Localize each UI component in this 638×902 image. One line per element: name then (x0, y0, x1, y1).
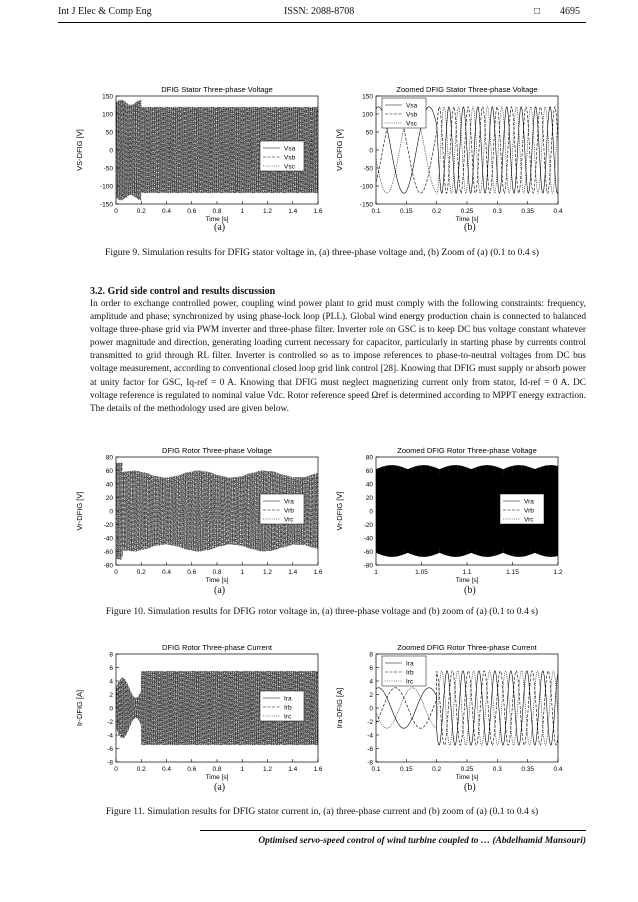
x-tick-label: 0.4 (161, 766, 172, 773)
x-tick-label: 0.2 (136, 766, 146, 773)
chart-rotor-voltage (70, 443, 330, 593)
x-tick-label: 0.6 (187, 208, 197, 215)
chart-title: Zoomed DFIG Rotor Three-phase Voltage (397, 446, 537, 455)
y-tick-label: -60 (363, 548, 373, 556)
legend-label: Vra (284, 498, 294, 506)
legend-box (260, 494, 304, 524)
x-tick-label: 0.15 (400, 766, 413, 773)
x-axis-label: Time [s] (455, 216, 479, 223)
page-header (58, 6, 586, 22)
y-tick-label: 6 (369, 664, 373, 672)
fig11-a-label: (a) (214, 782, 226, 793)
y-axis-label: Ira-DFIG [A] (335, 687, 344, 729)
y-tick-label: -20 (103, 521, 113, 529)
y-tick-label: -100 (99, 183, 113, 191)
y-tick-label: -80 (363, 562, 373, 570)
x-tick-label: 0.4 (161, 569, 172, 576)
x-axis-label: Time [s] (205, 216, 229, 223)
x-tick-label: 1.2 (553, 569, 563, 576)
chart-stator-voltage (70, 82, 330, 232)
x-axis-label: Time [s] (455, 577, 479, 584)
x-tick-label: 0.3 (492, 766, 502, 773)
fig11-b-label: (b) (464, 782, 476, 793)
figure10-caption: Figure 10. Simulation results for DFIG rotor voltage in, (a) three-phase voltage and (b) zoom of (a) (0.1 to 0.4 s) (105, 606, 539, 617)
header-rule (58, 22, 586, 23)
y-tick-label: 80 (105, 454, 113, 462)
y-axis-label: Vr-DFIG [V] (75, 491, 84, 531)
x-tick-label: 0.25 (460, 766, 474, 773)
legend-label: Vrc (284, 516, 294, 524)
legend-label: Irc (284, 713, 292, 721)
x-tick-label: 1.1 (462, 569, 472, 576)
issn: ISSN: 2088-8708 (284, 6, 355, 17)
x-tick-label: 0.8 (212, 766, 222, 773)
y-tick-label: 150 (362, 93, 373, 101)
y-tick-label: 0 (369, 705, 373, 713)
x-tick-label: 1 (374, 569, 378, 576)
y-tick-label: 8 (109, 651, 113, 659)
y-tick-label: -40 (363, 535, 373, 543)
x-tick-label: 0 (114, 569, 118, 576)
y-tick-label: -50 (363, 165, 373, 173)
y-tick-label: -40 (103, 535, 113, 543)
y-tick-label: 8 (369, 651, 373, 659)
x-tick-label: 0 (114, 766, 118, 773)
y-tick-label: 4 (369, 678, 373, 686)
legend-label: Vsb (406, 111, 418, 119)
page-number: 4695 (560, 6, 580, 17)
x-axis-label: Time [s] (205, 577, 229, 584)
x-axis-label: Time [s] (205, 774, 229, 781)
x-axis-label: Time [s] (455, 774, 479, 781)
y-tick-label: -150 (99, 201, 113, 209)
legend-box (382, 98, 426, 128)
y-tick-label: 2 (109, 691, 113, 699)
y-tick-label: -80 (103, 562, 113, 570)
x-tick-label: 0.6 (187, 569, 197, 576)
legend (260, 691, 304, 721)
footer-rule (200, 830, 586, 831)
x-tick-label: 0.6 (187, 766, 197, 773)
x-tick-label: 1 (240, 208, 245, 215)
legend-label: Vrb (524, 507, 534, 515)
y-tick-label: 40 (105, 481, 113, 489)
y-tick-label: 2 (369, 691, 373, 699)
legend-box (382, 656, 426, 686)
x-tick-label: 1.05 (415, 569, 428, 576)
y-axis-label: VS-DFIG [V] (75, 129, 84, 171)
y-tick-label: 0 (369, 147, 373, 155)
x-tick-label: 1.2 (262, 208, 273, 215)
fig9-a-label: (a) (214, 222, 226, 233)
y-tick-label: 100 (102, 111, 113, 119)
x-tick-label: 0.1 (371, 766, 381, 773)
journal-name: Int J Elec & Comp Eng (58, 6, 152, 17)
chart-title: DFIG Rotor Three-phase Voltage (162, 446, 272, 455)
legend-label: Vrc (524, 516, 534, 524)
legend-label: Irb (406, 669, 414, 677)
x-tick-label: 0.2 (432, 208, 442, 215)
y-axis-label: VS-DFIG [V] (335, 129, 344, 171)
x-tick-label: 1.6 (313, 569, 323, 576)
legend (382, 656, 426, 686)
y-tick-label: 0 (109, 508, 113, 516)
x-tick-label: 1.15 (506, 569, 519, 576)
x-tick-label: 1.2 (262, 766, 273, 773)
legend-label: Vsb (284, 154, 296, 162)
y-tick-label: -8 (107, 759, 113, 767)
fig9-b-label: (b) (464, 222, 476, 233)
y-tick-label: -8 (367, 759, 373, 767)
y-tick-label: -100 (359, 183, 373, 191)
legend-label: Vrb (284, 507, 294, 515)
checkbox-icon: □ (534, 6, 541, 17)
y-tick-label: 60 (105, 467, 113, 475)
x-tick-label: 0.2 (136, 208, 146, 215)
legend (260, 141, 304, 171)
chart-title: Zoomed DFIG Stator Three-phase Voltage (396, 85, 538, 94)
y-tick-label: 80 (365, 454, 373, 462)
x-tick-label: 0 (114, 208, 118, 215)
y-tick-label: 0 (109, 705, 113, 713)
legend-label: Ira (284, 695, 292, 703)
y-tick-label: 60 (365, 467, 373, 475)
legend (382, 98, 426, 128)
x-tick-label: 0.8 (212, 208, 222, 215)
x-tick-label: 0.4 (161, 208, 172, 215)
page-footer: Optimised servo-speed control of wind turbine coupled to … (Abdelhamid Mansouri) (258, 836, 586, 846)
body-paragraph: In order to exchange controlled power, coupling wind power plant to grid must comply with the following constraints: frequency, amplitude and phase; synchronized by using phase-lock loop (PLL). Global wind energy production chain is connected to balanced voltage three-phase grid via PWM inverter and three-phase filter. Inverter role on GSC is to keep DC bus voltage constant whatever power magnitude and direction, generating loading current necessary for capacitor, particularly in starting phase by currents control transmitted to grid through RL filter. Inverter is controlled so as to impose references to phase-to-neutral voltages from DC bus voltage measurement, according to conventional closed loop grid link control [28]. Knowing that DFIG must supply or absorb power at unity factor for GSC, Iq-ref = 0 A. Knowing that DFIG must neglect magnetizing current only from stator, Id-ref = 0 A. DC voltage reference is regulated to nominal value Vdc. Rotor reference speed Ωref is determined according to MPPT energy extraction. The details of the methodology used are given below. (90, 299, 586, 414)
x-tick-label: 1.4 (288, 766, 298, 773)
x-tick-label: 0.4 (553, 208, 563, 215)
y-tick-label: 50 (365, 129, 373, 137)
chart-rotor-voltage-zoom (330, 443, 570, 593)
x-tick-label: 0.2 (432, 766, 442, 773)
y-axis-label: Vr-DFIG [V] (335, 491, 344, 531)
x-tick-label: 0.8 (212, 569, 222, 576)
legend (260, 494, 304, 524)
chart-title: DFIG Rotor Three-phase Current (162, 643, 272, 652)
x-tick-label: 1.6 (313, 208, 323, 215)
fig10-a-label: (a) (214, 585, 226, 596)
legend-label: Ira (406, 660, 414, 668)
x-tick-label: 1 (240, 569, 245, 576)
fig10-b-label: (b) (464, 585, 476, 596)
y-tick-label: 0 (109, 147, 113, 155)
legend-label: Vsc (406, 120, 417, 128)
x-tick-label: 1 (240, 766, 245, 773)
figure9-caption: Figure 9. Simulation results for DFIG stator voltage in, (a) three-phase voltage and, (b) Zoom of (a) (0.1 to 0.4 s) (104, 247, 539, 258)
legend-label: Vsa (284, 145, 296, 153)
y-tick-label: 50 (105, 129, 113, 137)
y-tick-label: 6 (109, 664, 113, 672)
legend-label: Irc (406, 678, 414, 686)
legend (500, 494, 544, 524)
x-tick-label: 0.25 (460, 208, 474, 215)
chart-title: DFIG Stator Three-phase Voltage (161, 85, 273, 94)
chart-rotor-current (70, 640, 330, 790)
legend-label: Vsa (406, 102, 418, 110)
chart-rotor-current-zoom (330, 640, 570, 790)
y-tick-label: 0 (369, 508, 373, 516)
y-tick-label: -4 (367, 732, 373, 740)
y-tick-label: -20 (363, 521, 373, 529)
y-tick-label: -50 (103, 165, 113, 173)
x-tick-label: 0.35 (521, 208, 534, 215)
legend-label: Irb (284, 704, 292, 712)
x-tick-label: 0.1 (371, 208, 381, 215)
chart-title: Zoomed DFIG Rotor Three-phase Current (397, 643, 537, 652)
legend-box (500, 494, 544, 524)
legend-label: Vsc (284, 163, 295, 171)
y-tick-label: -150 (359, 201, 373, 209)
legend-label: Vra (524, 498, 534, 506)
section-heading: 3.2. Grid side control and results discussion (90, 286, 276, 297)
y-tick-label: -4 (107, 732, 113, 740)
chart-stator-voltage-zoom (330, 82, 570, 232)
figure11-caption: Figure 11. Simulation results for DFIG stator current in, (a) three-phase current and (b) zoom of (a) (0.1 to 0.4 s) (105, 806, 539, 817)
x-tick-label: 0.3 (492, 208, 502, 215)
y-tick-label: -6 (367, 745, 373, 753)
legend-box (260, 691, 304, 721)
x-tick-label: 0.15 (400, 208, 413, 215)
y-tick-label: -60 (103, 548, 113, 556)
y-tick-label: 20 (105, 494, 113, 502)
y-tick-label: 100 (362, 111, 373, 119)
x-tick-label: 0.2 (136, 569, 146, 576)
x-tick-label: 1.4 (288, 208, 298, 215)
y-tick-label: 150 (102, 93, 113, 101)
y-tick-label: -6 (107, 745, 113, 753)
y-axis-label: Ir-DFIG [A] (75, 689, 84, 727)
y-tick-label: -2 (367, 718, 373, 726)
x-tick-label: 1.2 (262, 569, 273, 576)
x-tick-label: 1.6 (313, 766, 323, 773)
y-tick-label: -2 (107, 718, 113, 726)
y-tick-label: 40 (365, 481, 373, 489)
legend-box (260, 141, 304, 171)
x-tick-label: 0.4 (553, 766, 563, 773)
x-tick-label: 0.35 (521, 766, 534, 773)
x-tick-label: 1.4 (288, 569, 298, 576)
y-tick-label: 20 (365, 494, 373, 502)
y-tick-label: 4 (109, 678, 113, 686)
